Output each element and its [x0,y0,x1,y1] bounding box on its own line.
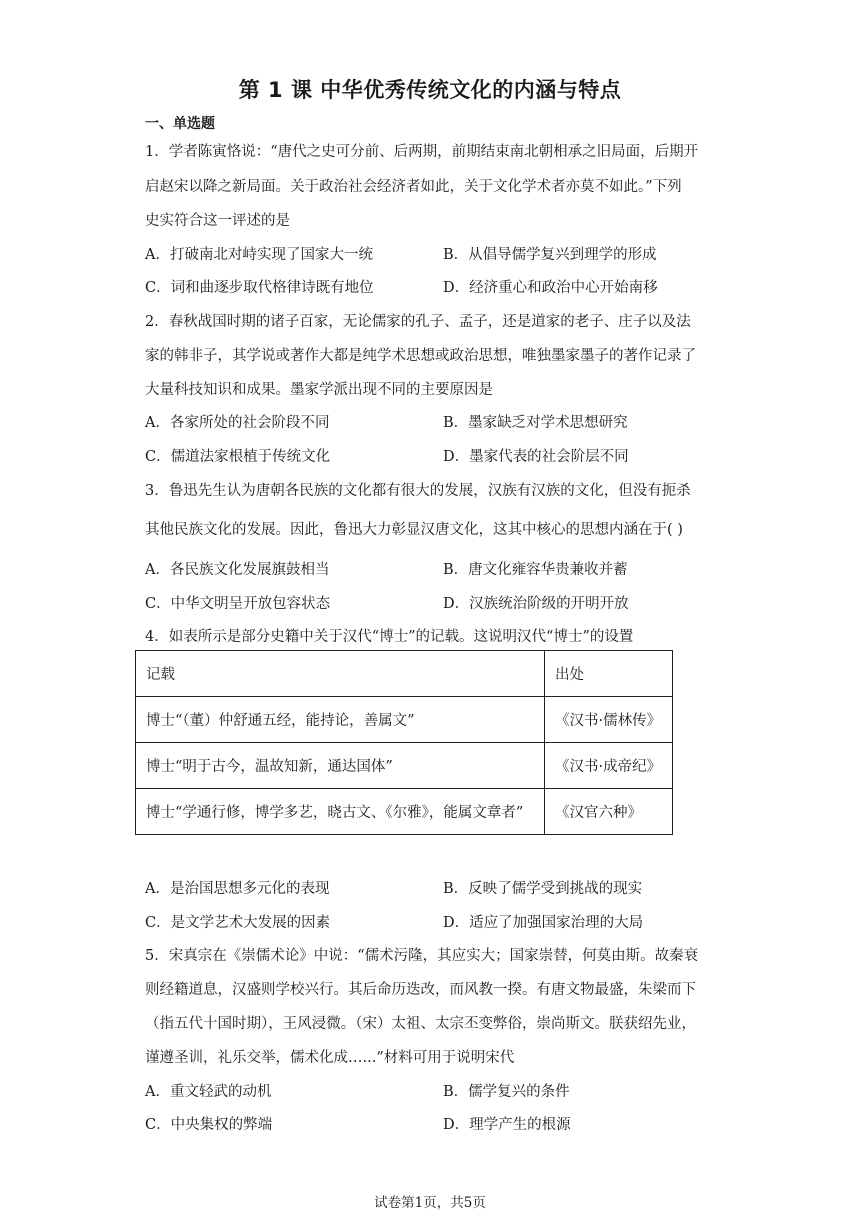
page-title: 第 1 课 中华优秀传统文化的内涵与特点 [238,78,622,102]
table-header-row [136,651,673,697]
q5-line-1: 5．宋真宗在《崇儒术论》中说：“儒术污隆，其应实大；国家崇替，何莫由斯。故秦衰 [145,948,699,964]
q2-option-c[interactable]: C．儒道法家根植于传统文化 [145,449,331,465]
table-row [136,743,673,789]
q3-line-2: 其他民族文化的发展。因此，鲁迅大力彰显汉唐文化，这其中核心的思想内涵在于( ) [145,522,683,538]
table-cell: 博士“明于古今，温故知新，通达国体” [136,743,545,789]
section-heading: 一、单选题 [145,116,215,132]
q4-line-1: 4．如表所示是部分史籍中关于汉代“博士”的记载。这说明汉代“博士”的设置 [145,629,634,645]
q4-option-a[interactable]: A．是治国思想多元化的表现 [145,881,330,897]
table-cell: 博士“学通行修，博学多艺，晓古文、《尔雅》，能属文章者” [136,789,545,835]
q5-line-2: 则经籍道息，汉盛则学校兴行。其后命历迭改，而风教一揆。有唐文物最盛，朱梁而下 [145,982,696,998]
records-table [135,650,673,835]
table-row [136,697,673,743]
q5-option-c[interactable]: C．中央集权的弊端 [145,1117,273,1133]
q1-option-c[interactable]: C．词和曲逐步取代格律诗既有地位 [145,280,374,296]
table-cell: 博士“（董）仲舒通五经，能持论，善属文” [136,697,545,743]
q2-option-b[interactable]: B．墨家缺乏对学术思想研究 [443,415,628,431]
q3-option-c[interactable]: C．中华文明呈开放包容状态 [145,596,331,612]
table-cell: 《汉官六种》 [545,789,673,835]
q1-line-3: 史实符合这一评述的是 [145,213,290,229]
table-header-cell: 出处 [545,651,673,697]
q5-option-d[interactable]: D．理学产生的根源 [443,1117,571,1133]
page-footer: 试卷第1页，共5页 [374,1195,486,1211]
q1-line-1: 1．学者陈寅恪说：“唐代之史可分前、后两期，前期结束南北朝相承之旧局面，后期开 [145,144,699,160]
q3-option-a[interactable]: A．各民族文化发展旗鼓相当 [145,562,330,578]
q3-line-1: 3．鲁迅先生认为唐朝各民族的文化都有很大的发展，汉族有汉族的文化，但没有扼杀 [145,483,691,499]
q2-line-2: 家的韩非子，其学说或著作大都是纯学术思想或政治思想，唯独墨家墨子的著作记录了 [145,348,696,364]
q5-line-3: （指五代十国时期），王风浸微。（宋）太祖、太宗丕变弊俗，崇尚斯文。朕获绍先业， [145,1016,696,1032]
q3-option-d[interactable]: D．汉族统治阶级的开明开放 [443,596,629,612]
q5-option-b[interactable]: B．儒学复兴的条件 [443,1084,570,1100]
q4-option-b[interactable]: B．反映了儒学受到挑战的现实 [443,881,643,897]
q4-option-d[interactable]: D．适应了加强国家治理的大局 [443,915,644,931]
table-cell: 《汉书·成帝纪》 [545,743,673,789]
q5-option-a[interactable]: A．重文轻武的动机 [145,1084,272,1100]
table-cell: 《汉书·儒林传》 [545,697,673,743]
q1-option-d[interactable]: D．经济重心和政治中心开始南移 [443,280,658,296]
q2-line-1: 2．春秋战国时期的诸子百家，无论儒家的孔子、孟子，还是道家的老子、庄子以及法 [145,314,691,330]
q2-line-3: 大量科技知识和成果。墨家学派出现不同的主要原因是 [145,382,493,398]
q2-option-a[interactable]: A．各家所处的社会阶段不同 [145,415,330,431]
q4-option-c[interactable]: C．是文学艺术大发展的因素 [145,915,331,931]
q3-option-b[interactable]: B．唐文化雍容华贵兼收并蓄 [443,562,628,578]
table-header-cell: 记载 [136,651,545,697]
q1-line-2: 启赵宋以降之新局面。关于政治社会经济者如此，关于文化学术者亦莫不如此。”下列 [145,179,682,195]
table-row [136,789,673,835]
q2-option-d[interactable]: D．墨家代表的社会阶层不同 [443,449,629,465]
q5-line-4: 谨遵圣训，礼乐交举，儒术化成…...”材料可用于说明宋代 [145,1050,515,1066]
q1-option-a[interactable]: A．打破南北对峙实现了国家大一统 [145,247,373,263]
q1-option-b[interactable]: B．从倡导儒学复兴到理学的形成 [443,247,657,263]
